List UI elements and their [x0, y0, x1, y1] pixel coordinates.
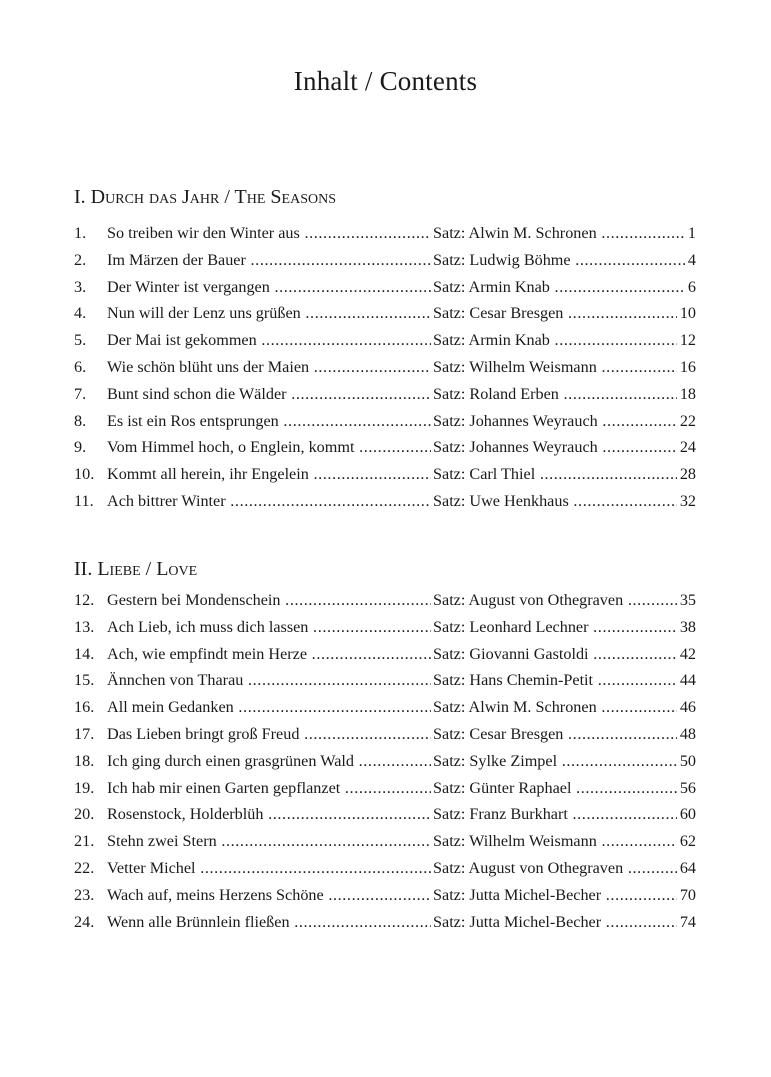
entry-page-number: 74 — [677, 909, 696, 936]
entry-number: 10. — [74, 465, 95, 484]
entry-page-number: 35 — [677, 587, 696, 614]
entry-page-number: 70 — [677, 882, 696, 909]
entry-page-number: 50 — [677, 748, 696, 775]
toc-entry[interactable] — [74, 220, 696, 247]
toc-entry[interactable] — [74, 274, 696, 301]
toc-entry[interactable] — [74, 488, 696, 515]
entry-title: Wenn alle Brünnlein fließen ..... — [107, 909, 431, 936]
entry-title: Vetter Michel ..... — [107, 855, 431, 882]
entry-title: Ach, wie empfindt mein Herze ..... — [107, 641, 431, 668]
entry-title: Der Winter ist vergangen ..... — [107, 274, 431, 301]
entry-title: So treiben wir den Winter aus ..... — [107, 220, 431, 247]
entry-arranger: Satz: Leonhard Lechner ..... — [433, 614, 696, 641]
entry-arranger: Satz: Hans Chemin-Petit ..... — [433, 667, 696, 694]
toc-entry[interactable] — [74, 882, 696, 909]
entry-number: 23. — [74, 885, 95, 904]
entry-page-number: 46 — [677, 694, 696, 721]
toc-entry[interactable] — [74, 855, 696, 882]
toc-entry[interactable] — [74, 721, 696, 748]
entry-number: 8. — [74, 411, 87, 430]
entry-title: Kommt all herein, ihr Engelein ..... — [107, 461, 431, 488]
entry-arranger: Satz: Armin Knab ..... — [433, 274, 696, 301]
entry-title: Rosenstock, Holderblüh ..... — [107, 801, 431, 828]
entry-arranger: Satz: Cesar Bresgen ..... — [433, 721, 696, 748]
entry-title: Der Mai ist gekommen ..... — [107, 327, 431, 354]
toc-entry[interactable] — [74, 434, 696, 461]
entry-number: 18. — [74, 751, 95, 770]
entry-arranger: Satz: Ludwig Böhme ..... — [433, 247, 696, 274]
entry-title: Vom Himmel hoch, o Englein, kommt ..... — [107, 434, 431, 461]
entry-title: Gestern bei Mondenschein ..... — [107, 587, 431, 614]
toc-entry[interactable] — [74, 641, 696, 668]
entry-arranger: Satz: Johannes Weyrauch ..... — [433, 434, 696, 461]
entry-number: 15. — [74, 671, 95, 690]
entry-title: Nun will der Lenz uns grüßen ..... — [107, 300, 431, 327]
section-title: Liebe / Love — [97, 558, 198, 580]
entry-page-number: 12 — [677, 327, 696, 354]
entry-title: Das Lieben bringt groß Freud ..... — [107, 721, 431, 748]
entry-arranger: Satz: Alwin M. Schronen ..... — [433, 220, 696, 247]
entry-page-number: 4 — [685, 247, 696, 274]
entry-number: 11. — [74, 491, 94, 510]
entry-arranger: Satz: Armin Knab ..... — [433, 327, 696, 354]
entry-number: 21. — [74, 832, 95, 851]
entry-number: 4. — [74, 304, 87, 323]
entry-arranger: Satz: Cesar Bresgen ..... — [433, 300, 696, 327]
entry-page-number: 42 — [677, 641, 696, 668]
entry-arranger: Satz: Giovanni Gastoldi ..... — [433, 641, 696, 668]
entry-page-number: 62 — [677, 828, 696, 855]
entry-arranger: Satz: Jutta Michel-Becher ..... — [433, 909, 696, 936]
entry-arranger: Satz: Sylke Zimpel ..... — [433, 748, 696, 775]
toc-entry[interactable] — [74, 461, 696, 488]
entry-page-number: 16 — [677, 354, 696, 381]
entry-number: 3. — [74, 277, 87, 296]
entry-number: 6. — [74, 357, 87, 376]
toc-entry[interactable] — [74, 909, 696, 936]
entry-arranger: Satz: Alwin M. Schronen ..... — [433, 694, 696, 721]
toc-entry[interactable] — [74, 667, 696, 694]
entry-number: 19. — [74, 778, 95, 797]
toc-entry[interactable] — [74, 748, 696, 775]
entry-arranger: Satz: Jutta Michel-Becher ..... — [433, 882, 696, 909]
toc-entry[interactable] — [74, 381, 696, 408]
entry-arranger: Satz: Wilhelm Weismann ..... — [433, 828, 696, 855]
entry-number: 17. — [74, 724, 95, 743]
section-numeral: II. — [74, 558, 93, 580]
entry-number: 1. — [74, 224, 87, 242]
entry-arranger: Satz: Franz Burkhart ..... — [433, 801, 696, 828]
entry-title: Ach bittrer Winter ..... — [107, 488, 431, 515]
entry-title: Es ist ein Ros entsprungen ..... — [107, 408, 431, 435]
entry-number: 2. — [74, 250, 87, 269]
toc-entry[interactable] — [74, 408, 696, 435]
section-heading-seasons — [74, 186, 336, 209]
toc-entry[interactable] — [74, 354, 696, 381]
entry-page-number: 1 — [685, 220, 696, 247]
toc-entry[interactable] — [74, 327, 696, 354]
toc-entry[interactable] — [74, 247, 696, 274]
entry-number: 24. — [74, 912, 95, 931]
entry-title: Im Märzen der Bauer ..... — [107, 247, 431, 274]
page-title: Inhalt / Contents — [293, 66, 478, 96]
section-heading-love — [74, 558, 197, 581]
entry-number: 14. — [74, 644, 95, 663]
entry-title: Ich ging durch einen grasgrünen Wald ..... — [107, 748, 431, 775]
entry-page-number: 64 — [677, 855, 696, 882]
entry-page-number: 60 — [677, 801, 696, 828]
toc-entry[interactable] — [74, 587, 696, 614]
entry-number: 16. — [74, 698, 95, 717]
entry-title: Ännchen von Tharau ..... — [107, 667, 431, 694]
entry-arranger: Satz: Roland Erben ..... — [433, 381, 696, 408]
entry-page-number: 56 — [677, 775, 696, 802]
entry-page-number: 6 — [685, 274, 696, 301]
entry-page-number: 32 — [677, 488, 696, 515]
toc-entry[interactable] — [74, 775, 696, 802]
entry-page-number: 22 — [677, 408, 696, 435]
entry-title: Wach auf, meins Herzens Schöne ..... — [107, 882, 431, 909]
section-title: Durch das Jahr / The Seasons — [90, 186, 337, 208]
entry-number: 13. — [74, 617, 95, 636]
entry-number: 12. — [74, 591, 95, 609]
entry-title: Wie schön blüht uns der Maien ..... — [107, 354, 431, 381]
entry-arranger: Satz: Carl Thiel ..... — [433, 461, 696, 488]
entry-number: 22. — [74, 858, 95, 877]
entry-number: 9. — [74, 438, 87, 457]
entry-number: 20. — [74, 805, 95, 824]
entry-page-number: 38 — [677, 614, 696, 641]
toc-list-love — [74, 587, 696, 935]
entry-arranger: Satz: August von Othegraven ..... — [433, 587, 696, 614]
entry-arranger: Satz: Wilhelm Weismann ..... — [433, 354, 696, 381]
entry-arranger: Satz: Johannes Weyrauch ..... — [433, 408, 696, 435]
toc-entry[interactable] — [74, 828, 696, 855]
section-numeral: I. — [74, 186, 86, 208]
entry-page-number: 10 — [677, 300, 696, 327]
toc-list-seasons — [74, 220, 696, 515]
entry-arranger: Satz: Günter Raphael ..... — [433, 775, 696, 802]
entry-title: Stehn zwei Stern ..... — [107, 828, 431, 855]
entry-title: Ach Lieb, ich muss dich lassen ..... — [107, 614, 431, 641]
entry-number: 5. — [74, 331, 87, 350]
entry-arranger: Satz: August von Othegraven ..... — [433, 855, 696, 882]
entry-page-number: 44 — [677, 667, 696, 694]
entry-title: All mein Gedanken ..... — [107, 694, 431, 721]
entry-title: Ich hab mir einen Garten gepflanzet ..... — [107, 775, 431, 802]
toc-entry[interactable] — [74, 614, 696, 641]
entry-number: 7. — [74, 384, 87, 403]
entry-page-number: 18 — [677, 381, 696, 408]
entry-arranger: Satz: Uwe Henkhaus ..... — [433, 488, 696, 515]
toc-entry[interactable] — [74, 694, 696, 721]
entry-title: Bunt sind schon die Wälder ..... — [107, 381, 431, 408]
entry-page-number: 48 — [677, 721, 696, 748]
entry-page-number: 28 — [677, 461, 696, 488]
toc-entry[interactable] — [74, 801, 696, 828]
entry-page-number: 24 — [677, 434, 696, 461]
toc-entry[interactable] — [74, 300, 696, 327]
